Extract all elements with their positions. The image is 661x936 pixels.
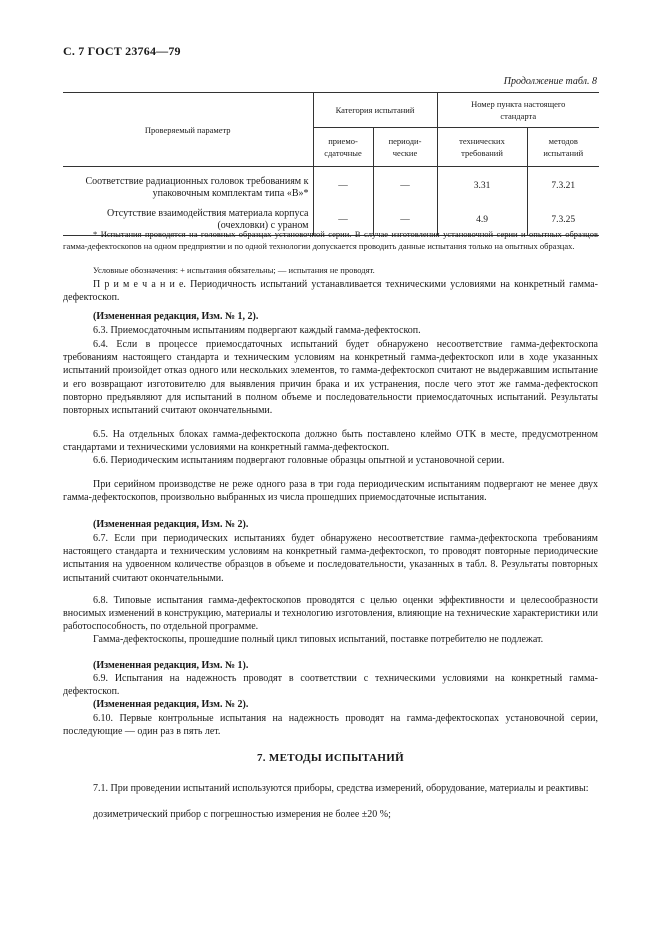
table-row bbox=[63, 167, 599, 206]
section-title: 7. МЕТОДЫ ИСПЫТАНИЙ bbox=[257, 752, 404, 764]
tests-table bbox=[63, 92, 599, 236]
paragraph-7-1: 7.1. При проведении испытаний используются приборы, средства измерений, оборудование, материалы и реактивы: bbox=[93, 783, 589, 794]
paragraph-6-10: 6.10. Первые контрольные испытания на надежность проводят на гамма-дефектоскопах установочной серии, последующие — один раз в пять лет. bbox=[63, 713, 598, 738]
amendment-note: (Измененная редакция, Изм. № 1). bbox=[93, 660, 249, 671]
row-methods: 7.3.25 bbox=[527, 205, 599, 236]
amendment-note: (Измененная редакция, Изм. № 1, 2). bbox=[93, 311, 259, 322]
header-test-methods: методов испытаний bbox=[527, 128, 599, 167]
paragraph-6-6-serial: При серийном производстве не реже одного раза в три года периодическим испытаниям подвергают не менее двух гамма-дефектоскопов, произвольно выбранных из числа прошедших приемосдаточные испытания. bbox=[63, 479, 598, 504]
table-continuation-label: Продолжение табл. 8 bbox=[503, 76, 597, 87]
amendment-note: (Измененная редакция, Изм. № 2). bbox=[93, 519, 249, 530]
header-category: Категория испытаний bbox=[313, 93, 437, 128]
paragraph-6-7: 6.7. Если при периодических испытаниях будет обнаружено несоответствие гамма-дефектоскопа требованиям настоящего стандарта и техническим условиям на конкретный гамма-дефектоскоп, то проводят повторные периодические испытания на удвоенном количестве образцов в объеме и последовательности, указанных в табл. 8. Результаты повторных испытаний считают окончательными. bbox=[63, 533, 598, 584]
row-tech: 3.31 bbox=[437, 167, 527, 206]
row-acceptance: — bbox=[313, 167, 373, 206]
page-header: С. 7 ГОСТ 23764—79 bbox=[63, 44, 181, 58]
row-param: Отсутствие взаимодействия материала корпуса (очехловки) с ураном bbox=[107, 208, 309, 231]
paragraph-6-3: 6.3. Приемосдаточным испытаниям подвергают каждый гамма-дефектоскоп. bbox=[93, 325, 421, 336]
row-param: Соответствие радиационных головок требованиям к упаковочным комплектам типа «В»* bbox=[85, 176, 309, 199]
header-acceptance: приемо-сдаточные bbox=[313, 128, 373, 167]
row-periodic: — bbox=[373, 167, 437, 206]
footnote-star: * Испытания проводятся на головных образцах установочной серии. В случае изготовления установочной серии и опытных образцов гамма-дефектоскопов на одном предприятии и по одной технологии допускается проводить данные испытания только на опытных образцах. bbox=[63, 229, 598, 251]
header-periodic: периоди-ческие bbox=[373, 128, 437, 167]
paragraph-6-4: 6.4. Если в процессе приемосдаточных испытаний будет обнаружено несоответствие гамма-дефектоскопа требованиям настоящего стандарта и техническим условиям на конкретный гамма-дефектоскоп или в ходе указанных испытаний произойдет отказ одного или нескольких элементов, то гамма-дефектоскоп считают не выдержавшим испытание и его возвращают изготовителю для выявления причин брака и их устранения, после чего этот же гамма-дефектоскоп повторно предъявляют для испытаний в полном объеме и последовательности приемосдаточных испытаний. Результаты повторных испытаний считают окончательными. bbox=[63, 339, 598, 417]
row-acceptance: — bbox=[313, 205, 373, 236]
paragraph-6-5: 6.5. На отдельных блоках гамма-дефектоскопа должно быть поставлено клеймо ОТК в месте, предусмотренном стандартами и техническими условиями на конкретный гамма-дефектоскоп. bbox=[63, 429, 598, 454]
paragraph-7-1-dosimeter: дозиметрический прибор с погрешностью измерения не более ±20 %; bbox=[93, 809, 391, 820]
table-note: П р и м е ч а н и е. Периодичность испытаний устанавливается техническими условиями на конкретный гамма-дефектоскоп. bbox=[63, 279, 598, 304]
paragraph-6-8-typical: Гамма-дефектоскопы, прошедшие полный цикл типовых испытаний, поставке потребителю не подлежат. bbox=[93, 634, 544, 645]
header-tech-requirements: технических требований bbox=[437, 128, 527, 167]
header-param: Проверяемый параметр bbox=[63, 93, 313, 167]
paragraph-6-9: 6.9. Испытания на надежность проводят в соответствии с техническими условиями на конкретный гамма-дефектоскоп. bbox=[63, 673, 598, 698]
row-periodic: — bbox=[373, 205, 437, 236]
footnote-legend: Условные обозначения: + испытания обязательны; — испытания не проводят. bbox=[93, 265, 375, 275]
amendment-note: (Измененная редакция, Изм. № 2). bbox=[93, 699, 249, 710]
paragraph-6-6: 6.6. Периодическим испытаниям подвергают головные образцы опытной и установочной серии. bbox=[93, 455, 505, 466]
row-methods: 7.3.21 bbox=[527, 167, 599, 206]
header-clause-number: Номер пункта настоящего стандарта bbox=[437, 93, 599, 128]
paragraph-6-8: 6.8. Типовые испытания гамма-дефектоскопов проводятся с целью оценки эффективности и целесообразности вносимых изменений в конструкцию, материалы и технологию изготовления, влияющие на технические характеристики или работоспособность, по отдельной программе. bbox=[63, 595, 598, 633]
row-tech: 4.9 bbox=[437, 205, 527, 236]
